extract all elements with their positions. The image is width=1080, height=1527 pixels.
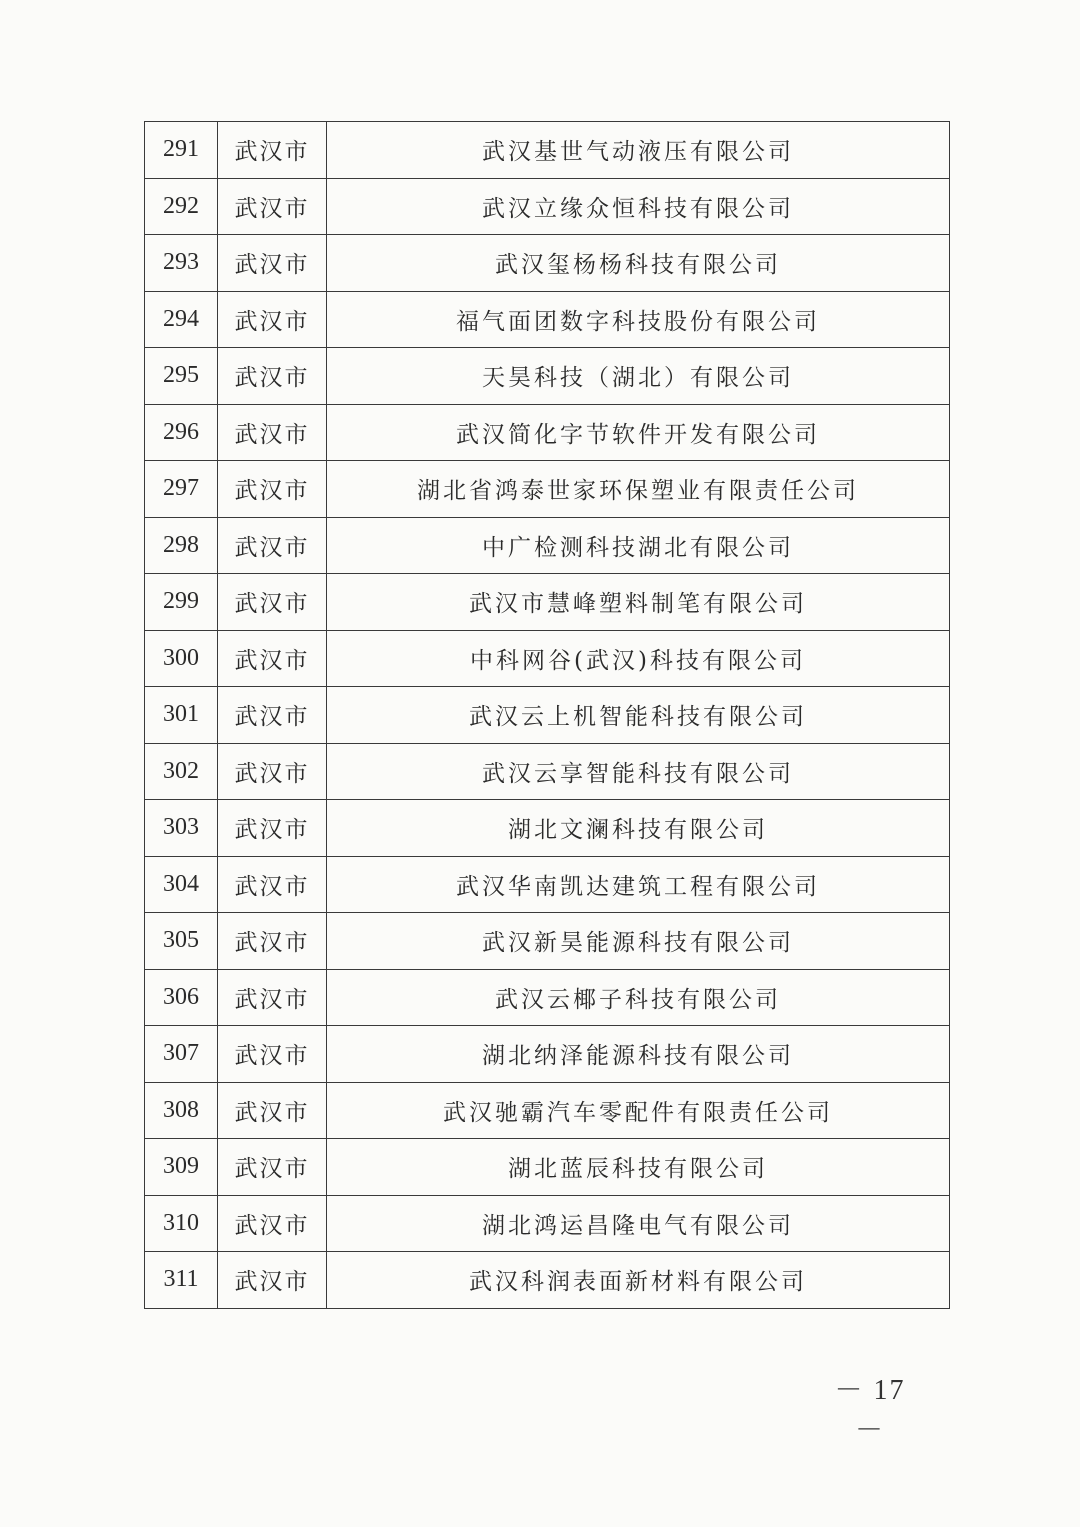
company-name-cell: 武汉华南凯达建筑工程有限公司 (327, 856, 950, 913)
table-row (145, 517, 950, 574)
serial-number-cell: 309 (145, 1139, 218, 1196)
company-name-cell: 湖北文澜科技有限公司 (327, 800, 950, 857)
table-row (145, 1195, 950, 1252)
city-cell: 武汉市 (218, 687, 327, 744)
city-cell: 武汉市 (218, 178, 327, 235)
serial-number-cell: 301 (145, 687, 218, 744)
company-name-cell: 湖北蓝辰科技有限公司 (327, 1139, 950, 1196)
company-name-cell: 福气面团数字科技股份有限公司 (327, 291, 950, 348)
table-row (145, 404, 950, 461)
company-name-cell: 湖北纳泽能源科技有限公司 (327, 1026, 950, 1083)
company-name-cell: 中科网谷(武汉)科技有限公司 (327, 630, 950, 687)
city-cell: 武汉市 (218, 348, 327, 405)
company-name-cell: 武汉基世气动液压有限公司 (327, 122, 950, 179)
table-row (145, 235, 950, 292)
serial-number-cell: 311 (145, 1252, 218, 1309)
table-row (145, 178, 950, 235)
serial-number-cell: 304 (145, 856, 218, 913)
company-name-cell: 武汉云享智能科技有限公司 (327, 743, 950, 800)
table-row (145, 743, 950, 800)
table-row (145, 1139, 950, 1196)
city-cell: 武汉市 (218, 122, 327, 179)
table-row (145, 574, 950, 631)
city-cell: 武汉市 (218, 969, 327, 1026)
table-row (145, 687, 950, 744)
serial-number-cell: 307 (145, 1026, 218, 1083)
serial-number-cell: 303 (145, 800, 218, 857)
serial-number-cell: 308 (145, 1082, 218, 1139)
table-row (145, 1026, 950, 1083)
table-row (145, 1252, 950, 1309)
serial-number-cell: 292 (145, 178, 218, 235)
city-cell: 武汉市 (218, 461, 327, 518)
city-cell: 武汉市 (218, 743, 327, 800)
table-row (145, 913, 950, 970)
serial-number-cell: 299 (145, 574, 218, 631)
serial-number-cell: 300 (145, 630, 218, 687)
page-number: － 17 － (834, 1375, 906, 1446)
serial-number-cell: 291 (145, 122, 218, 179)
company-name-cell: 武汉云上机智能科技有限公司 (327, 687, 950, 744)
serial-number-cell: 293 (145, 235, 218, 292)
city-cell: 武汉市 (218, 517, 327, 574)
serial-number-cell: 296 (145, 404, 218, 461)
company-name-cell: 武汉驰霸汽车零配件有限责任公司 (327, 1082, 950, 1139)
company-name-cell: 武汉科润表面新材料有限公司 (327, 1252, 950, 1309)
serial-number-cell: 302 (145, 743, 218, 800)
table-row (145, 800, 950, 857)
city-cell: 武汉市 (218, 1139, 327, 1196)
city-cell: 武汉市 (218, 404, 327, 461)
company-name-cell: 武汉云椰子科技有限公司 (327, 969, 950, 1026)
table-row (145, 122, 950, 179)
serial-number-cell: 306 (145, 969, 218, 1026)
company-name-cell: 武汉市慧峰塑料制笔有限公司 (327, 574, 950, 631)
city-cell: 武汉市 (218, 1026, 327, 1083)
serial-number-cell: 298 (145, 517, 218, 574)
company-list-body (145, 122, 950, 1309)
table-row (145, 291, 950, 348)
city-cell: 武汉市 (218, 291, 327, 348)
company-name-cell: 天昊科技（湖北）有限公司 (327, 348, 950, 405)
company-name-cell: 武汉简化字节软件开发有限公司 (327, 404, 950, 461)
city-cell: 武汉市 (218, 913, 327, 970)
serial-number-cell: 305 (145, 913, 218, 970)
city-cell: 武汉市 (218, 235, 327, 292)
table-row (145, 348, 950, 405)
serial-number-cell: 294 (145, 291, 218, 348)
company-name-cell: 湖北省鸿泰世家环保塑业有限责任公司 (327, 461, 950, 518)
serial-number-cell: 310 (145, 1195, 218, 1252)
table-row (145, 969, 950, 1026)
city-cell: 武汉市 (218, 574, 327, 631)
city-cell: 武汉市 (218, 856, 327, 913)
serial-number-cell: 295 (145, 348, 218, 405)
city-cell: 武汉市 (218, 800, 327, 857)
company-name-cell: 武汉立缘众恒科技有限公司 (327, 178, 950, 235)
city-cell: 武汉市 (218, 630, 327, 687)
city-cell: 武汉市 (218, 1082, 327, 1139)
company-name-cell: 中广检测科技湖北有限公司 (327, 517, 950, 574)
table-row (145, 461, 950, 518)
serial-number-cell: 297 (145, 461, 218, 518)
company-name-cell: 武汉新昊能源科技有限公司 (327, 913, 950, 970)
company-list-table (144, 121, 950, 1309)
city-cell: 武汉市 (218, 1195, 327, 1252)
company-name-cell: 武汉玺杨杨科技有限公司 (327, 235, 950, 292)
table-row (145, 856, 950, 913)
table-row (145, 1082, 950, 1139)
company-name-cell: 湖北鸿运昌隆电气有限公司 (327, 1195, 950, 1252)
city-cell: 武汉市 (218, 1252, 327, 1309)
table-row (145, 630, 950, 687)
